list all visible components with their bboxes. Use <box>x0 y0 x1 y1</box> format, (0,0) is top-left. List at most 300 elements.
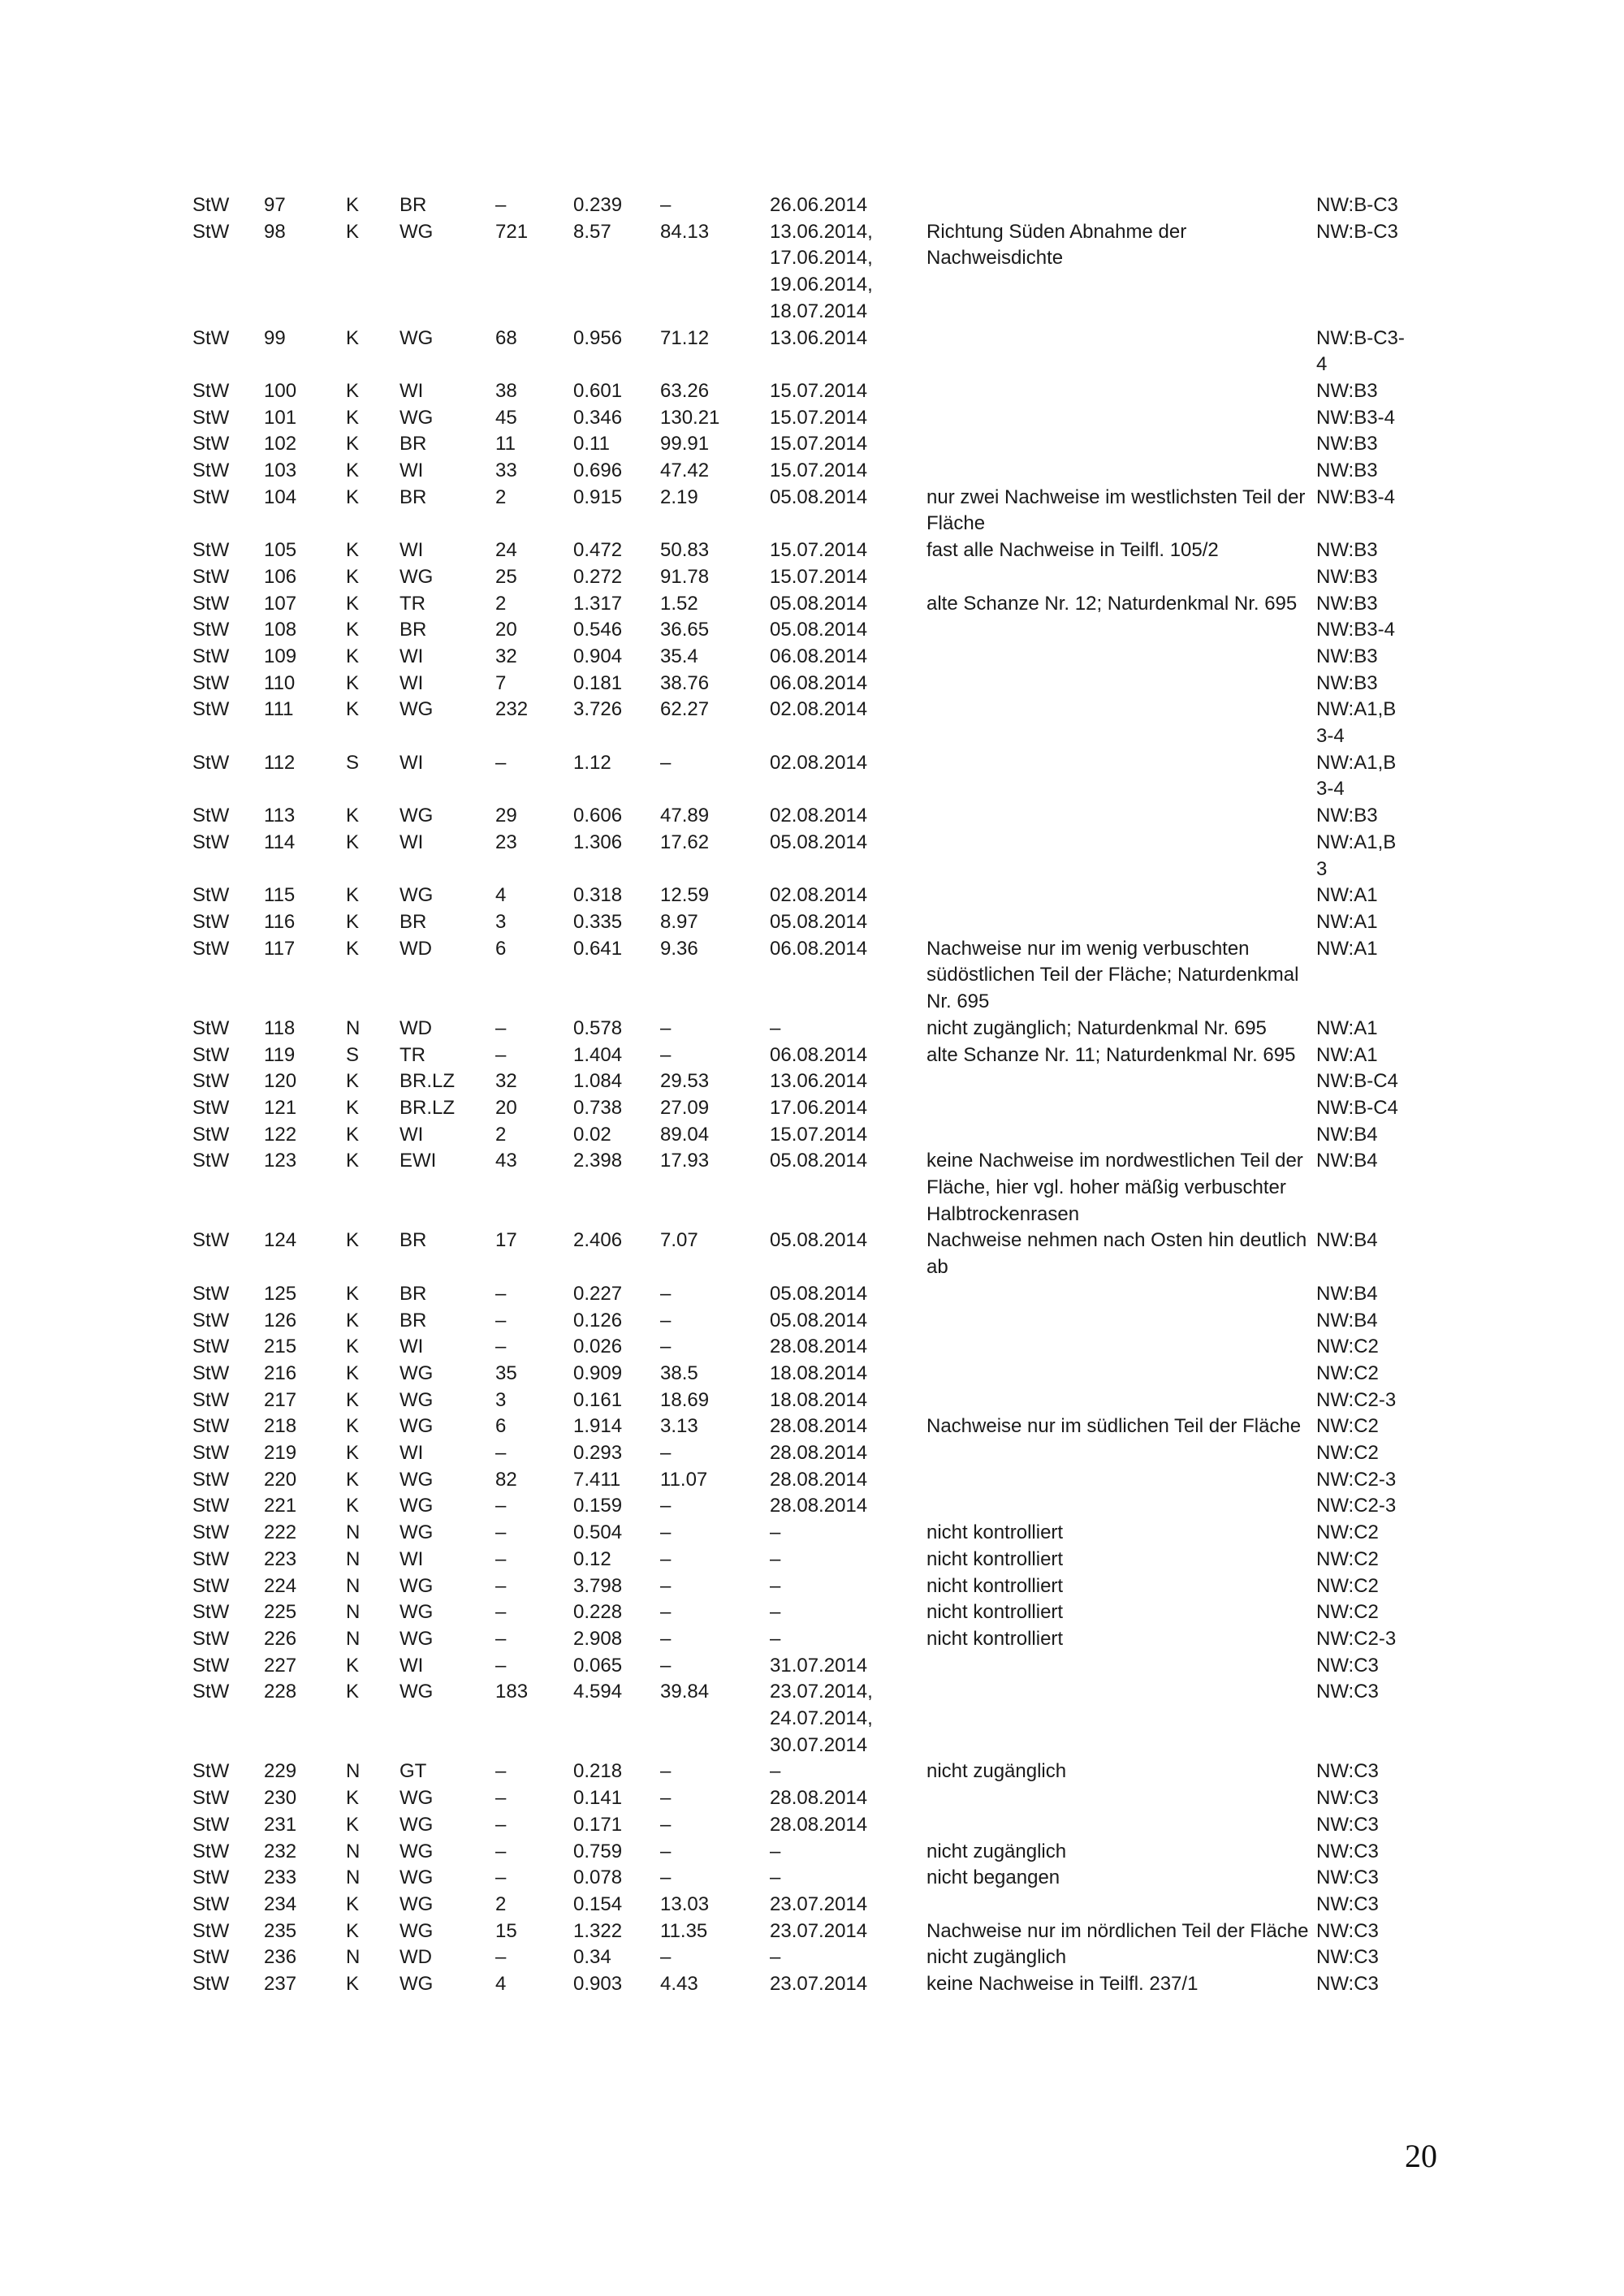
status-cell: N <box>346 1521 361 1544</box>
density-cell: – <box>660 1813 672 1836</box>
survey-date-cell: 15.07.2014 <box>770 433 868 455</box>
table-row <box>192 671 1410 697</box>
remarks-cell <box>926 883 1316 909</box>
reference-cell: NW:C2-3 <box>1316 1468 1397 1491</box>
survey-date-cell: – <box>770 1627 781 1650</box>
table-row <box>192 1812 1410 1839</box>
area-code-cell: StW <box>192 379 230 402</box>
habitat-type-cell: WD <box>400 1016 432 1039</box>
area-code-cell: StW <box>192 1150 230 1172</box>
status-cell: K <box>346 565 360 588</box>
habitat-type-cell: WI <box>400 379 424 402</box>
survey-date-cell: 28.08.2014 <box>770 1415 868 1438</box>
density-cell: 62.27 <box>660 698 710 721</box>
count-cell: – <box>495 1043 507 1066</box>
parcel-number-cell: 118 <box>264 1016 296 1039</box>
area-code-cell: StW <box>192 1096 230 1119</box>
table-row <box>192 644 1410 671</box>
remarks-cell <box>926 1122 1316 1149</box>
area-ha-cell: 7.411 <box>573 1468 621 1491</box>
density-cell: – <box>660 1336 672 1358</box>
area-ha-cell: 0.161 <box>573 1388 623 1411</box>
parcel-number-cell: 121 <box>264 1096 297 1119</box>
reference-cell: NW:B4 <box>1316 1282 1378 1305</box>
count-cell: – <box>495 751 507 774</box>
count-cell: – <box>495 1521 507 1544</box>
reference-cell: NW:C2 <box>1316 1547 1379 1570</box>
parcel-number-cell: 112 <box>264 751 296 774</box>
habitat-type-cell: WG <box>400 1813 434 1836</box>
status-cell: K <box>346 1282 360 1305</box>
remarks-cell <box>926 617 1316 644</box>
habitat-type-cell: WG <box>400 1468 434 1491</box>
table-row <box>192 591 1410 618</box>
count-cell: – <box>495 1336 507 1358</box>
remarks-cell <box>926 1440 1316 1467</box>
habitat-type-cell: WI <box>400 671 424 694</box>
table-row <box>192 1334 1410 1361</box>
area-code-cell: StW <box>192 433 230 455</box>
remarks-cell <box>926 750 1316 803</box>
reference-cell: NW:C2-3 <box>1316 1495 1397 1517</box>
habitat-type-cell: BR <box>400 619 427 641</box>
area-ha-cell: 0.915 <box>573 486 623 508</box>
table-row <box>192 1361 1410 1388</box>
area-code-cell: StW <box>192 1919 230 1942</box>
remarks-cell <box>926 1892 1316 1918</box>
remarks-cell <box>926 803 1316 830</box>
habitat-type-cell: WI <box>400 831 424 853</box>
density-cell: – <box>660 1867 672 1889</box>
survey-date-cell: 15.07.2014 <box>770 565 868 588</box>
remarks-cell <box>926 644 1316 671</box>
count-cell: 29 <box>495 805 517 827</box>
status-cell: K <box>346 1919 360 1942</box>
count-cell: 2 <box>495 1893 507 1915</box>
status-cell: K <box>346 831 360 853</box>
area-ha-cell: 0.346 <box>573 406 623 429</box>
survey-date-cell: 06.08.2014 <box>770 645 868 667</box>
survey-date-cell: 06.08.2014 <box>770 1043 868 1066</box>
status-cell: K <box>346 884 360 907</box>
area-ha-cell: 0.34 <box>573 1946 611 1969</box>
status-cell: K <box>346 1362 360 1384</box>
remarks-cell: nicht zugänglich <box>926 1840 1067 1862</box>
status-cell: S <box>346 1043 360 1066</box>
density-cell: 47.89 <box>660 805 710 827</box>
area-code-cell: StW <box>192 1468 230 1491</box>
parcel-number-cell: 105 <box>264 539 297 562</box>
area-code-cell: StW <box>192 1760 230 1783</box>
area-ha-cell: 0.293 <box>573 1442 623 1465</box>
status-cell: K <box>346 1681 360 1703</box>
habitat-type-cell: BR <box>400 910 427 933</box>
parcel-number-cell: 100 <box>264 379 297 402</box>
remarks-cell <box>926 1493 1316 1520</box>
remarks-cell <box>926 1812 1316 1839</box>
status-cell: K <box>346 539 360 562</box>
table-row <box>192 485 1410 537</box>
area-ha-cell: 1.12 <box>573 751 611 774</box>
status-cell: N <box>346 1574 361 1597</box>
density-cell: 130.21 <box>660 406 720 429</box>
area-code-cell: StW <box>192 220 230 243</box>
parcel-number-cell: 106 <box>264 565 297 588</box>
reference-cell: NW:A1 <box>1316 1043 1378 1066</box>
status-cell: K <box>346 1787 360 1810</box>
density-cell: – <box>660 751 672 774</box>
habitat-type-cell: BR <box>400 194 427 216</box>
reference-cell: NW:C2 <box>1316 1574 1379 1597</box>
count-cell: – <box>495 1574 507 1597</box>
count-cell: 23 <box>495 831 517 853</box>
survey-date-cell: 17.06.2014 <box>770 1096 868 1119</box>
count-cell: 20 <box>495 619 517 641</box>
area-ha-cell: 0.472 <box>573 539 623 562</box>
parcel-number-cell: 125 <box>264 1282 297 1305</box>
survey-date-cell: 05.08.2014 <box>770 831 868 853</box>
parcel-number-cell: 124 <box>264 1229 297 1252</box>
area-ha-cell: 0.335 <box>573 910 623 933</box>
remarks-cell: keine Nachweise in Teilfl. 237/1 <box>926 1973 1199 1996</box>
habitat-type-cell: WG <box>400 1627 434 1650</box>
survey-date-cell: – <box>770 1016 781 1039</box>
table-row <box>192 192 1410 219</box>
parcel-number-cell: 215 <box>264 1336 297 1358</box>
reference-cell: NW:B3 <box>1316 645 1378 667</box>
area-code-cell: StW <box>192 1946 230 1969</box>
remarks-cell: keine Nachweise im nordwestlichen Teil der Fläche, hier vgl. hoher mäßig verbuschter Halbtrockenrasen <box>926 1150 1303 1225</box>
table-row <box>192 219 1410 326</box>
area-ha-cell: 0.546 <box>573 619 623 641</box>
table-row <box>192 1308 1410 1335</box>
survey-date-cell: – <box>770 1946 781 1969</box>
status-cell: K <box>346 460 360 482</box>
reference-cell: NW:C2 <box>1316 1336 1379 1358</box>
count-cell: – <box>495 1946 507 1969</box>
count-cell: 20 <box>495 1096 517 1119</box>
survey-date-cell: 02.08.2014 <box>770 698 868 721</box>
table-row <box>192 617 1410 644</box>
table-row <box>192 830 1410 883</box>
status-cell: K <box>346 1893 360 1915</box>
survey-date-cell: 28.08.2014 <box>770 1468 868 1491</box>
count-cell: 721 <box>495 220 529 243</box>
parcel-number-cell: 122 <box>264 1123 297 1146</box>
area-code-cell: StW <box>192 1336 230 1358</box>
reference-cell: NW:A1 <box>1316 1016 1378 1039</box>
table-row <box>192 909 1410 936</box>
area-code-cell: StW <box>192 565 230 588</box>
reference-cell: NW:C2 <box>1316 1362 1379 1384</box>
survey-date-cell: – <box>770 1760 781 1783</box>
survey-date-cell: 31.07.2014 <box>770 1654 868 1677</box>
remarks-cell <box>926 1679 1316 1759</box>
area-code-cell: StW <box>192 1867 230 1889</box>
remarks-cell: fast alle Nachweise in Teilfl. 105/2 <box>926 539 1219 562</box>
count-cell: 24 <box>495 539 517 562</box>
area-code-cell: StW <box>192 1388 230 1411</box>
count-cell: – <box>495 1495 507 1517</box>
table-row <box>192 1865 1410 1892</box>
status-cell: K <box>346 1229 360 1252</box>
survey-date-cell: – <box>770 1867 781 1889</box>
count-cell: 2 <box>495 592 507 615</box>
count-cell: 32 <box>495 645 517 667</box>
reference-cell: NW:C2 <box>1316 1442 1379 1465</box>
habitat-type-cell: WG <box>400 1521 434 1544</box>
reference-cell: NW:B-C3 <box>1316 220 1398 243</box>
habitat-type-cell: WG <box>400 1362 434 1384</box>
status-cell: K <box>346 805 360 827</box>
survey-date-cell: – <box>770 1521 781 1544</box>
count-cell: 6 <box>495 937 507 960</box>
area-ha-cell: 4.594 <box>573 1681 623 1703</box>
survey-date-cell: 05.08.2014 <box>770 1229 868 1252</box>
count-cell: 17 <box>495 1229 517 1252</box>
reference-cell: NW:C3 <box>1316 1813 1379 1836</box>
density-cell: 36.65 <box>660 619 710 641</box>
reference-cell: NW:C3 <box>1316 1681 1379 1703</box>
table-row <box>192 883 1410 909</box>
area-code-cell: StW <box>192 910 230 933</box>
density-cell: 8.97 <box>660 910 698 933</box>
parcel-number-cell: 108 <box>264 619 297 641</box>
parcel-number-cell: 120 <box>264 1070 297 1093</box>
parcel-number-cell: 102 <box>264 433 297 455</box>
remarks-cell <box>926 458 1316 485</box>
table-row <box>192 1679 1410 1759</box>
survey-date-cell: 15.07.2014 <box>770 1123 868 1146</box>
density-cell: 17.62 <box>660 831 710 853</box>
area-ha-cell: 1.322 <box>573 1919 623 1942</box>
status-cell: K <box>346 1468 360 1491</box>
remarks-cell <box>926 1308 1316 1335</box>
survey-date-cell: – <box>770 1547 781 1570</box>
density-cell: – <box>660 1601 672 1624</box>
density-cell: 91.78 <box>660 565 710 588</box>
parcel-number-cell: 113 <box>264 805 296 827</box>
count-cell: – <box>495 194 507 216</box>
area-ha-cell: 0.738 <box>573 1096 623 1119</box>
area-ha-cell: 2.406 <box>573 1229 623 1252</box>
remarks-cell: nicht kontrolliert <box>926 1521 1064 1544</box>
reference-cell: NW:C3 <box>1316 1893 1379 1915</box>
reference-cell: NW:B3-4 <box>1316 406 1395 429</box>
parcel-number-cell: 236 <box>264 1946 297 1969</box>
area-ha-cell: 0.641 <box>573 937 623 960</box>
remarks-cell: nicht zugänglich; Naturdenkmal Nr. 695 <box>926 1016 1267 1039</box>
density-cell: 84.13 <box>660 220 710 243</box>
status-cell: K <box>346 1150 360 1172</box>
table-row <box>192 1016 1410 1042</box>
area-ha-cell: 0.171 <box>573 1813 623 1836</box>
area-ha-cell: 0.159 <box>573 1495 623 1517</box>
parcel-number-cell: 237 <box>264 1973 297 1996</box>
habitat-type-cell: WI <box>400 539 424 562</box>
area-code-cell: StW <box>192 937 230 960</box>
density-cell: 29.53 <box>660 1070 710 1093</box>
parcel-number-cell: 230 <box>264 1787 297 1810</box>
density-cell: – <box>660 1787 672 1810</box>
area-code-cell: StW <box>192 1016 230 1039</box>
count-cell: – <box>495 1442 507 1465</box>
density-cell: – <box>660 1495 672 1517</box>
survey-date-cell: 28.08.2014 <box>770 1813 868 1836</box>
area-ha-cell: 0.078 <box>573 1867 623 1889</box>
table-row <box>192 1068 1410 1095</box>
habitat-type-cell: WI <box>400 460 424 482</box>
table-row <box>192 326 1410 378</box>
count-cell: 32 <box>495 1070 517 1093</box>
count-cell: – <box>495 1840 507 1862</box>
remarks-cell <box>926 1467 1316 1494</box>
area-ha-cell: 0.272 <box>573 565 623 588</box>
area-ha-cell: 1.306 <box>573 831 623 853</box>
survey-date-cell: 05.08.2014 <box>770 1309 868 1331</box>
survey-date-cell: 23.07.2014 <box>770 1919 868 1942</box>
habitat-type-cell: TR <box>400 1043 425 1066</box>
remarks-cell: Nachweise nur im südlichen Teil der Fläche <box>926 1415 1302 1438</box>
area-code-cell: StW <box>192 326 230 349</box>
table-row <box>192 1388 1410 1414</box>
reference-cell: NW:C3 <box>1316 1919 1379 1942</box>
area-code-cell: StW <box>192 645 230 667</box>
count-cell: – <box>495 1282 507 1305</box>
area-code-cell: StW <box>192 1547 230 1570</box>
table-row <box>192 378 1410 405</box>
table-row <box>192 537 1410 564</box>
status-cell: K <box>346 1123 360 1146</box>
count-cell: – <box>495 1867 507 1889</box>
survey-date-cell: 02.08.2014 <box>770 805 868 827</box>
area-code-cell: StW <box>192 486 230 508</box>
count-cell: 11 <box>495 433 516 455</box>
survey-date-cell: 05.08.2014 <box>770 1282 868 1305</box>
count-cell: 33 <box>495 460 517 482</box>
survey-date-cell: 15.07.2014 <box>770 406 868 429</box>
status-cell: K <box>346 1336 360 1358</box>
remarks-cell <box>926 1095 1316 1122</box>
remarks-cell: nicht kontrolliert <box>926 1601 1064 1624</box>
table-row <box>192 1228 1410 1280</box>
density-cell: 17.93 <box>660 1150 710 1172</box>
reference-cell: NW:C2 <box>1316 1601 1379 1624</box>
remarks-cell: nicht zugänglich <box>926 1946 1067 1969</box>
remarks-cell <box>926 431 1316 458</box>
density-cell: 13.03 <box>660 1893 710 1915</box>
area-code-cell: StW <box>192 1123 230 1146</box>
reference-cell: NW:B-C3-4 <box>1316 326 1405 376</box>
remarks-cell <box>926 1388 1316 1414</box>
status-cell: N <box>346 1946 361 1969</box>
status-cell: K <box>346 1070 360 1093</box>
survey-table <box>192 192 1410 1998</box>
parcel-number-cell: 116 <box>264 910 296 933</box>
remarks-cell <box>926 192 1316 219</box>
area-code-cell: StW <box>192 1282 230 1305</box>
habitat-type-cell: WI <box>400 1442 424 1465</box>
area-ha-cell: 1.084 <box>573 1070 623 1093</box>
density-cell: – <box>660 1016 672 1039</box>
density-cell: – <box>660 1760 672 1783</box>
area-code-cell: StW <box>192 671 230 694</box>
area-code-cell: StW <box>192 1415 230 1438</box>
parcel-number-cell: 111 <box>264 698 294 721</box>
habitat-type-cell: BR.LZ <box>400 1070 456 1093</box>
reference-cell: NW:B3 <box>1316 565 1378 588</box>
area-ha-cell: 0.141 <box>573 1787 623 1810</box>
remarks-cell <box>926 378 1316 405</box>
status-cell: K <box>346 592 360 615</box>
habitat-type-cell: WI <box>400 1654 424 1677</box>
survey-date-cell: 02.08.2014 <box>770 884 868 907</box>
survey-date-cell: – <box>770 1840 781 1862</box>
status-cell: K <box>346 379 360 402</box>
reference-cell: NW:C3 <box>1316 1787 1379 1810</box>
reference-cell: NW:B3-4 <box>1316 619 1395 641</box>
status-cell: N <box>346 1016 361 1039</box>
remarks-cell <box>926 1068 1316 1095</box>
reference-cell: NW:B3 <box>1316 805 1378 827</box>
count-cell: 35 <box>495 1362 517 1384</box>
area-ha-cell: 1.317 <box>573 592 623 615</box>
area-ha-cell: 0.181 <box>573 671 623 694</box>
reference-cell: NW:A1 <box>1316 884 1378 907</box>
habitat-type-cell: WG <box>400 220 434 243</box>
area-code-cell: StW <box>192 1442 230 1465</box>
area-ha-cell: 0.318 <box>573 884 623 907</box>
density-cell: 99.91 <box>660 433 710 455</box>
density-cell: 12.59 <box>660 884 710 907</box>
survey-date-cell: 15.07.2014 <box>770 539 868 562</box>
area-code-cell: StW <box>192 1229 230 1252</box>
status-cell: N <box>346 1867 361 1889</box>
parcel-number-cell: 126 <box>264 1309 297 1331</box>
parcel-number-cell: 224 <box>264 1574 297 1597</box>
survey-date-cell: – <box>770 1601 781 1624</box>
remarks-cell: nur zwei Nachweise im westlichsten Teil der Fläche <box>926 486 1306 535</box>
parcel-number-cell: 123 <box>264 1150 297 1172</box>
area-code-cell: StW <box>192 751 230 774</box>
habitat-type-cell: WI <box>400 751 424 774</box>
table-row <box>192 1918 1410 1945</box>
reference-cell: NW:C3 <box>1316 1867 1379 1889</box>
remarks-cell <box>926 697 1316 749</box>
area-code-cell: StW <box>192 1521 230 1544</box>
table-row <box>192 1971 1410 1998</box>
parcel-number-cell: 223 <box>264 1547 297 1570</box>
density-cell: 47.42 <box>660 460 710 482</box>
reference-cell: NW:B4 <box>1316 1229 1378 1252</box>
area-ha-cell: 0.956 <box>573 326 623 349</box>
area-ha-cell: 0.759 <box>573 1840 623 1862</box>
survey-date-cell: 05.08.2014 <box>770 486 868 508</box>
area-code-cell: StW <box>192 884 230 907</box>
habitat-type-cell: WG <box>400 565 434 588</box>
status-cell: K <box>346 698 360 721</box>
status-cell: K <box>346 433 360 455</box>
reference-cell: NW:B-C4 <box>1316 1096 1398 1119</box>
density-cell: 9.36 <box>660 937 698 960</box>
remarks-cell <box>926 1334 1316 1361</box>
count-cell: 45 <box>495 406 517 429</box>
habitat-type-cell: WG <box>400 1840 434 1862</box>
density-cell: 4.43 <box>660 1973 698 1996</box>
parcel-number-cell: 104 <box>264 486 297 508</box>
count-cell: 4 <box>495 884 507 907</box>
density-cell: – <box>660 1043 672 1066</box>
